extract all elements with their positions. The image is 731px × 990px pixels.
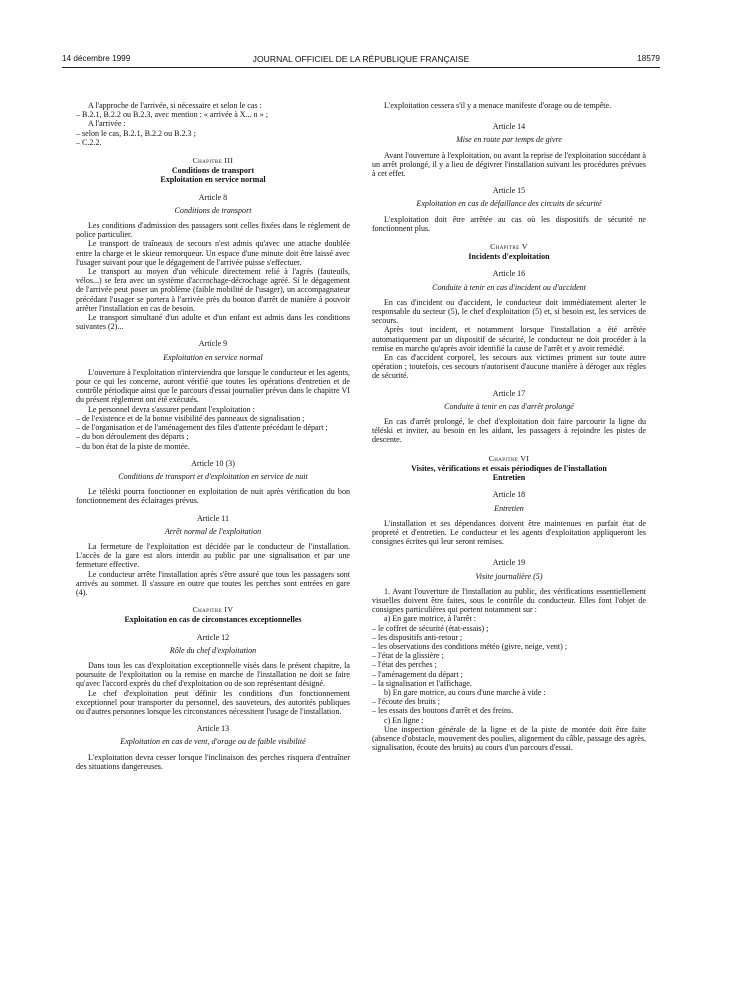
article-title: Article 9 (198, 339, 228, 349)
article-subtitle: Conduite à tenir en cas d'incident ou d'accident (432, 282, 586, 292)
article-subtitle: Visite journalière (5) (475, 571, 543, 581)
article-title: Article 12 (196, 632, 230, 642)
chapter-label: Chapitre IV (192, 605, 234, 615)
article-subtitle: Exploitation en cas de vent, d'orage ou de faible visibilité (120, 737, 306, 747)
header-page-number: 18579 (637, 54, 660, 63)
paragraph: Une inspection générale de la ligne et de la piste de montée doit être faite (absence d'obstacle, mouvement des poulies, alignement du câble, passage des agrès, signalisation, écoute des bruits) au cours d'un parcours d'essai. (372, 724, 646, 753)
header-date: 14 décembre 1999 (62, 54, 131, 63)
list-item: – l'état de la glissière ; (372, 651, 444, 661)
paragraph: Les conditions d'admission des passagers sont celles fixées dans le règlement de police particulier. (76, 221, 350, 240)
paragraph: Le téléski pourra fonctionner en exploitation de nuit après vérification du bon fonctionnement des éclairages prévus. (76, 487, 350, 506)
paragraph: En cas d'incident ou d'accident, le conducteur doit immédiatement alerter le responsable du secteur (5), le chef d'exploitation (5) et, si besoin est, les services de secours. (372, 297, 646, 326)
left-column (76, 101, 350, 771)
paragraph: Le personnel devra s'assurer pendant l'exploitation : (88, 404, 255, 414)
header-journal-title: JOURNAL OFFICIEL DE LA RÉPUBLIQUE FRANÇAISE (252, 54, 470, 64)
paragraph: Le chef d'exploitation peut définir les conditions d'un fonctionnement exceptionnel pour transporter du personnel, des sauveteurs, des autorités publiques ou d'autres personnes lorsque les circonstances nécessitent l'usage de l'installation. (76, 688, 350, 716)
list-heading: b) En gare motrice, au cours d'une marche à vide : (384, 687, 546, 697)
paragraph: La fermeture de l'exploitation est décidée par le conducteur de l'installation. L'accès de la gare est alors interdit au public par une signalisation et par une fermeture effective. (76, 541, 350, 570)
list-item: – les dispositifs anti-retour ; (372, 632, 463, 642)
right-column (372, 101, 646, 752)
article-subtitle: Arrêt normal de l'exploitation (164, 526, 262, 536)
chapter-title: Exploitation en cas de circonstances exceptionnelles (124, 615, 302, 625)
paragraph: Le conducteur arrête l'installation après s'être assuré que tous les passagers sont arrivés au sommet. Il s'assure en outre que toutes les perches sont entrées en gare (4). (76, 569, 350, 597)
chapter-title: Visites, vérifications et essais périodiques de l'installation (411, 463, 607, 473)
article-title: Article 10 (3) (191, 458, 235, 468)
chapter-label: Chapitre VI (488, 453, 530, 463)
intro-line: A l'arrivée : (88, 119, 126, 129)
paragraph: L'exploitation devra cesser lorsque l'inclinaison des perches risquera d'entraîner des situations dangereuses. (76, 752, 350, 771)
article-subtitle: Conduite à tenir en cas d'arrêt prolongé (444, 401, 574, 411)
list-item: – les essais des boutons d'arrêt et des freins. (372, 706, 514, 716)
paragraph: L'exploitation cessera s'il y a menace manifeste d'orage ou de tempête. (384, 101, 612, 110)
chapter-title: Conditions de transport (171, 166, 255, 176)
paragraph: En cas d'arrêt prolongé, le chef d'exploitation doit faire parcourir la ligne du téléski et inviter, au besoin en les aidant, les passagers à rejoindre les pistes de descente. (372, 417, 646, 445)
paragraph: Le transport au moyen d'un véhicule directement relié à l'agrès (fauteuils, vélos...) se fera avec un système d'accrochage-décrochage agréé. Si le dégagement de l'arrivée peut poser un problème (faible mobilité de l'usager), un accompagnateur précédant l'usager se portera à l'arrivée près du bouton d'arrêt de manière à pouvoir arrêter l'installation en cas de besoin. (76, 267, 350, 313)
article-subtitle: Conditions de transport et d'exploitation en service de nuit (118, 471, 308, 481)
list-heading: a) En gare motrice, à l'arrêt : (384, 614, 476, 624)
chapter-label: Chapitre III (192, 156, 234, 166)
list-item: – le coffret de sécurité (état-essais) ; (372, 623, 489, 633)
intro-line: – B.2.1, B.2.2 ou B.2.3, avec mention : « arrivée à X... n » ; (76, 110, 268, 120)
header-rule (62, 67, 660, 68)
article-title: Article 19 (492, 558, 526, 568)
paragraph: Après tout incident, et notamment lorsque l'installation a été arrêtée automatiquement par un dispositif de sécurité, le conducteur ne doit procéder à la remise en marche qu'après avoir identifié la cause de l'arrêt et y avoir remédié. (372, 325, 646, 353)
paragraph: Dans tous les cas d'exploitation exceptionnelle visés dans le présent chapitre, la poursuite de l'exploitation ou la remise en marche de l'installation ne doit se faire qu'avec l'accord exprès du chef d'exploitation ou de son représentant désigné. (76, 660, 350, 689)
paragraph: L'ouverture à l'exploitation n'interviendra que lorsque le conducteur et les agents, pour ce qui les concerne, auront vérifié que toutes les opérations d'entretien et de contrôle périodique ainsi que le parcours d'essai journalier prévus dans le chapitre VI du présent règlement ont été exécutés. (76, 367, 350, 405)
article-title: Article 17 (492, 388, 526, 398)
paragraph: L'installation et ses dépendances doivent être maintenues en parfait état de propreté et d'entretien. Le conducteur et les agents d'exploitation appliqueront les consignes écrites qui leur seront remises. (372, 518, 646, 547)
paragraph: 1. Avant l'ouverture de l'installation au public, des vérifications essentiellement visuelles doivent être faites, sous le contrôle du conducteur. Elles font l'objet de consignes particulières qui portent notamment sur : (372, 586, 646, 615)
list-heading: c) En ligne : (384, 715, 424, 725)
list-item: – les observations des conditions météo (givre, neige, vent) ; (372, 641, 568, 651)
article-title: Article 11 (196, 513, 230, 523)
paragraph: En cas d'accident corporel, les secours aux victimes priment sur toute autre opération ; toutefois, ces secours n'autorisent d'aucune manière à déroger aux règles de sécurité. (372, 353, 646, 381)
paragraph: Le transport de traîneaux de secours n'est admis qu'avec une attache doublée entre la charge et le skieur remorqueur. Un espace d'une minute doit être laissé avec l'usager suivant pour que le dégagement de l'arrivée puisse s'effectuer. (76, 239, 350, 267)
chapter-title: Exploitation en service normal (160, 175, 266, 185)
paragraph: Le transport simultané d'un adulte et d'un enfant est admis dans les conditions suivantes (2)... (76, 313, 350, 332)
article-subtitle: Exploitation en cas de défaillance des circuits de sécurité (416, 199, 602, 209)
chapter-label: Chapitre V (490, 242, 528, 252)
list-item: – du bon déroulement des départs ; (76, 432, 189, 442)
list-item: – la signalisation et l'affichage. (372, 678, 472, 688)
article-subtitle: Entretien (494, 503, 524, 513)
intro-line: – selon le cas, B.2.1, B.2.2 ou B.2.3 ; (76, 128, 196, 138)
article-title: Article 16 (492, 269, 526, 279)
paragraph: Avant l'ouverture à l'exploitation, ou avant la reprise de l'exploitation succédant à un arrêt prolongé, il y a lieu de dégivrer l'installation suivant les procédures prévues à cet effet. (372, 150, 646, 179)
list-item: – l'écoute des bruits ; (372, 697, 441, 707)
article-subtitle: Exploitation en service normal (163, 352, 263, 362)
list-item: – de l'organisation et de l'aménagement des files d'attente précédant le départ ; (76, 423, 328, 433)
intro-line: A l'approche de l'arrivée, si nécessaire et selon le cas : (88, 101, 262, 110)
paragraph: L'exploitation doit être arrêtée au cas où les dispositifs de sécurité ne fonctionnent plus. (372, 214, 646, 233)
intro-line: – C.2.2. (76, 137, 102, 147)
list-item: – du bon état de la piste de montée. (76, 441, 190, 451)
list-item: – l'aménagement du départ ; (372, 669, 463, 679)
chapter-title: Incidents d'exploitation (468, 252, 550, 262)
chapter-title: Entretien (492, 473, 526, 483)
list-item: – l'état des perches ; (372, 660, 437, 670)
article-subtitle: Rôle du chef d'exploitation (169, 645, 257, 655)
article-title: Article 18 (492, 490, 526, 500)
article-title: Article 8 (198, 192, 228, 202)
article-subtitle: Conditions de transport (174, 205, 252, 215)
article-title: Article 14 (492, 122, 526, 132)
article-subtitle: Mise en route par temps de givre (456, 135, 562, 145)
article-title: Article 15 (492, 186, 526, 196)
article-title: Article 13 (196, 724, 230, 734)
list-item: – de l'existence et de la bonne visibilité des panneaux de signalisation ; (76, 413, 305, 423)
